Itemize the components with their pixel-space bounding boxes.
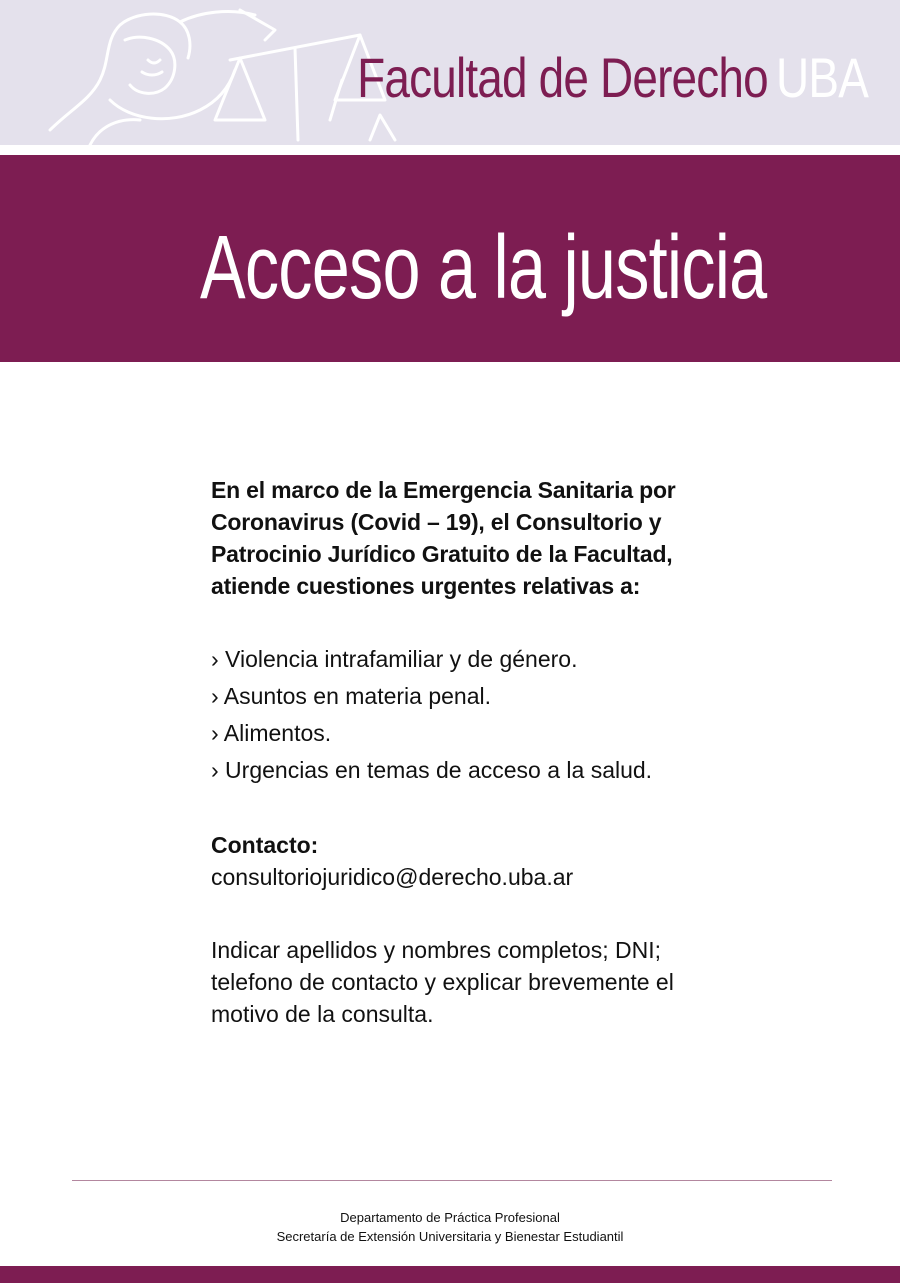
instruction-line: telefono de contacto y explicar brevemente el (211, 969, 674, 995)
instruction-line: Indicar apellidos y nombres completos; DNI; (211, 937, 661, 963)
intro-line: En el marco de la Emergencia Sanitaria por (211, 477, 676, 503)
footer-secretariat: Secretaría de Extensión Universitaria y Bienestar Estudiantil (276, 1229, 624, 1244)
intro-paragraph (211, 474, 771, 602)
contact-heading: Contacto: (211, 832, 319, 858)
header-divider (0, 145, 900, 155)
list-item: › Alimentos. (211, 720, 332, 746)
list-item: › Asuntos en materia penal. (211, 683, 491, 709)
intro-line: Patrocinio Jurídico Gratuito de la Facultad, (211, 541, 673, 567)
instruction-line: motivo de la consulta. (211, 1001, 434, 1027)
brand-name: Facultad de Derecho (357, 46, 768, 109)
intro-line: atiende cuestiones urgentes relativas a: (211, 573, 641, 599)
contact-email[interactable]: consultoriojuridico@derecho.uba.ar (211, 864, 574, 890)
list-item: › Violencia intrafamiliar y de género. (211, 646, 578, 672)
page-title: Acceso a la justicia (200, 218, 767, 318)
bottom-bar (0, 1266, 900, 1283)
list-item: › Urgencias en temas de acceso a la salud. (211, 757, 653, 783)
footer-department: Departamento de Práctica Profesional (340, 1210, 560, 1225)
header (0, 0, 900, 145)
main-content (211, 474, 771, 1030)
faculty-brand (357, 38, 868, 118)
topics-list (211, 641, 771, 789)
footer-divider (72, 1180, 832, 1181)
brand-suffix: UBA (776, 46, 868, 109)
instructions-paragraph (211, 934, 771, 1030)
title-banner (0, 155, 900, 362)
footer (0, 1208, 900, 1246)
intro-line: Coronavirus (Covid – 19), el Consultorio y (211, 509, 662, 535)
